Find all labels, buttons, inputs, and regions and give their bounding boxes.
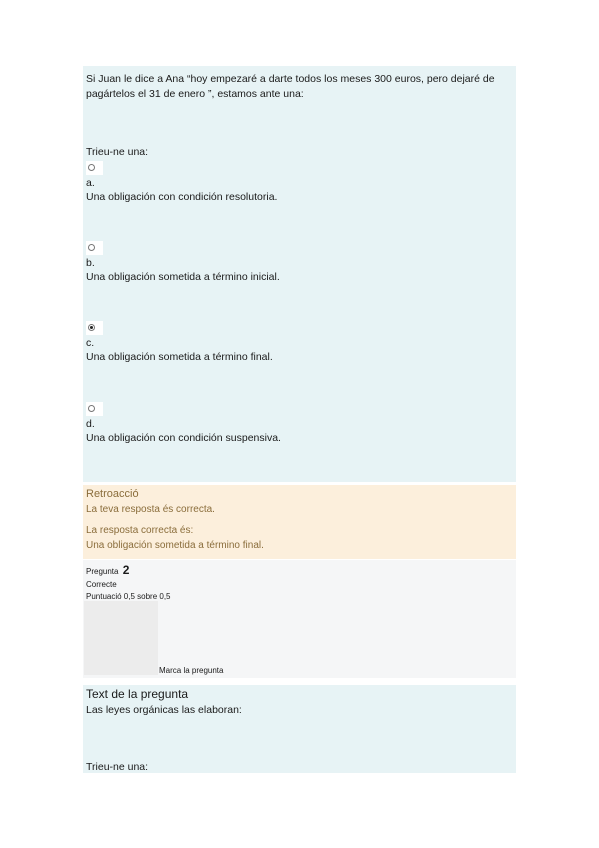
option-c-radio[interactable] <box>88 324 95 331</box>
flag-question-link[interactable]: Marca la pregunta <box>159 666 224 675</box>
correct-answer-text: Una obligación sometida a término final. <box>86 540 264 551</box>
option-b[interactable] <box>86 241 506 285</box>
option-b-radio[interactable] <box>88 244 95 251</box>
option-a-text[interactable]: Una obligación con condición resolutoria. <box>86 191 278 203</box>
option-c[interactable] <box>86 321 506 365</box>
option-c-text[interactable]: Una obligación sometida a término final. <box>86 351 273 363</box>
option-c-letter: c. <box>86 337 95 349</box>
feedback-result: La teva resposta és correcta. <box>86 504 215 515</box>
option-d-radio[interactable] <box>88 405 95 412</box>
question-number-value: 2 <box>122 563 130 577</box>
question-2-content <box>83 685 516 773</box>
option-d-letter: d. <box>86 418 95 430</box>
question-1-content <box>83 66 516 482</box>
option-b-letter: b. <box>86 257 95 269</box>
question-state: Correcte <box>86 580 117 589</box>
question-number <box>86 563 129 577</box>
choose-one-label: Trieu-ne una: <box>86 761 149 773</box>
feedback-panel <box>83 485 516 559</box>
radio-container <box>86 161 103 175</box>
choose-one-label: Trieu-ne una: <box>86 146 149 158</box>
option-b-text[interactable]: Una obligación sometida a término inicial. <box>86 271 280 283</box>
question-text-heading: Text de la pregunta <box>86 687 189 701</box>
feedback-title: Retroacció <box>86 488 139 500</box>
question-2-stem: Las leyes orgánicas las elaboran: <box>86 704 242 716</box>
radio-container <box>86 321 103 335</box>
option-a-radio[interactable] <box>88 164 95 171</box>
option-d-text[interactable]: Una obligación con condición suspensiva. <box>86 432 281 444</box>
option-a-letter: a. <box>86 177 95 189</box>
question-label: Pregunta <box>86 567 119 576</box>
flag-placeholder <box>84 601 158 675</box>
option-a[interactable] <box>86 161 506 205</box>
correct-answer-label: La resposta correcta és: <box>86 525 194 536</box>
radio-container <box>86 402 103 416</box>
question-2-info <box>83 560 516 678</box>
question-1-stem: Si Juan le dice a Ana “hoy empezaré a darte todos los meses 300 euros, pero dejaré de pagártelos el 31 de enero ”, estamos ante una: <box>86 73 495 100</box>
radio-container <box>86 241 103 255</box>
option-d[interactable] <box>86 402 506 446</box>
question-grade: Puntuació 0,5 sobre 0,5 <box>86 592 171 601</box>
